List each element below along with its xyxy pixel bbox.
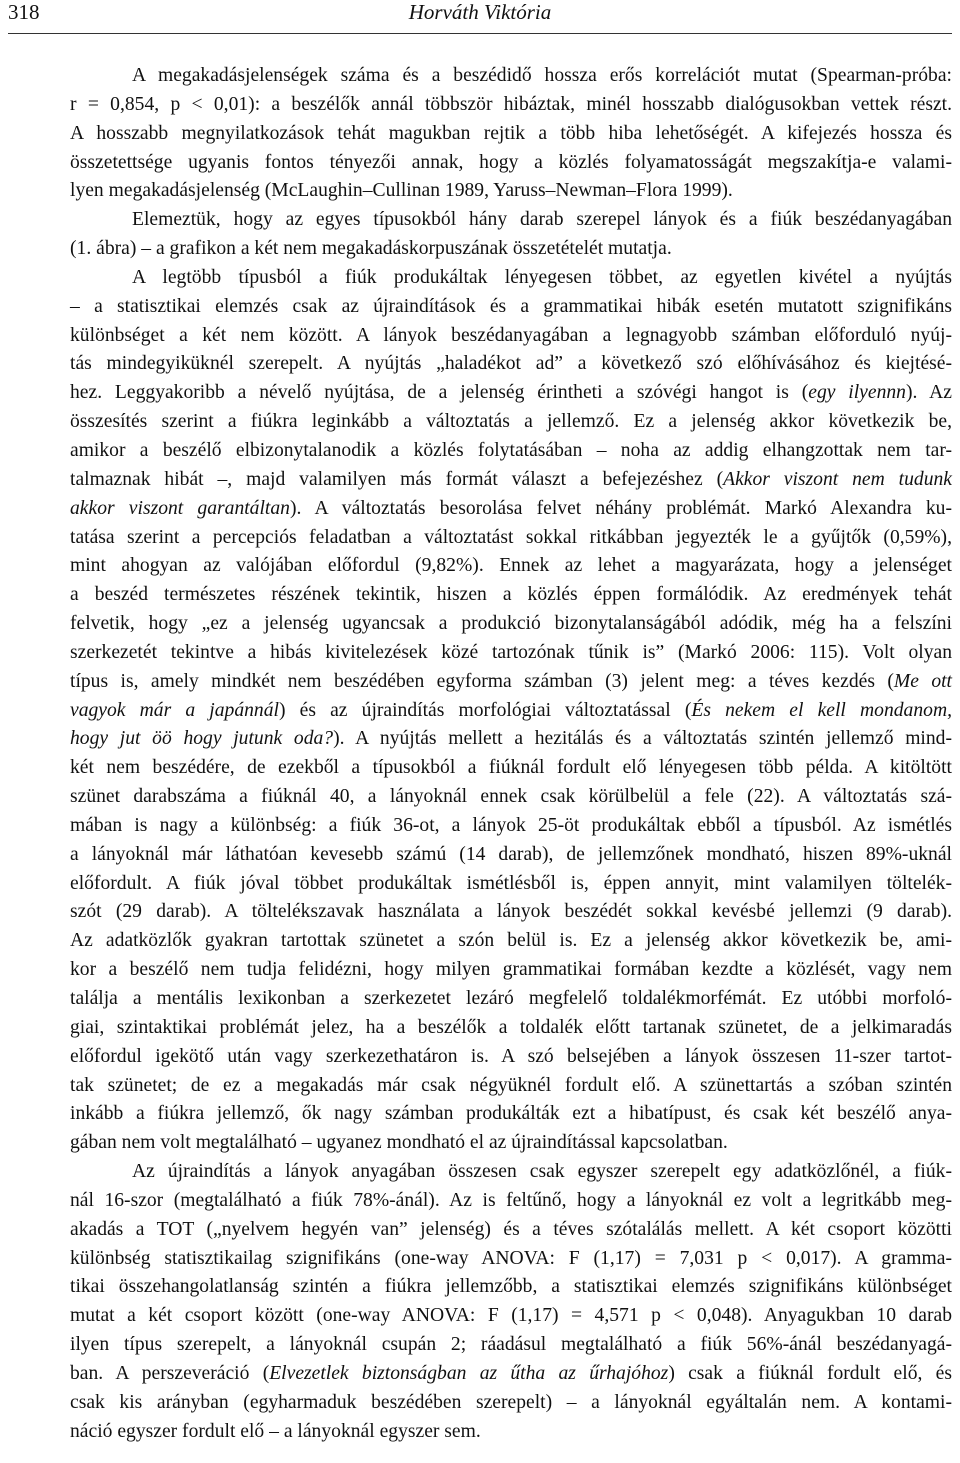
- text-line: szerkezetét tekintve a hibás kivitelezések közé tartozónak tűnik is” (Markó 2006: 115). Volt olyan: [70, 641, 952, 663]
- text-line: inkább a fiúkra jellemző, ők nagy számban produkálták ezt a hibatípust, és csak két beszélő anya-: [70, 1103, 952, 1125]
- text-line: Elemeztük, hogy az egyes típusokból hány darab szerepel lányok és a fiúk beszédanyagában: [132, 209, 952, 231]
- text-line: A megakadásjelenségek száma és a beszédidő hossza erős korrelációt mutat (Spearman-próba:: [132, 65, 952, 86]
- text-line: mint ahogyan az valójában előfordul (9,82%). Ennek az lehet a magyarázata, hogy a jelenséget: [70, 555, 952, 577]
- text-line: tak szünetet; de ez a megakadás már csak négyüknél fordult elő. A szünettartás a szóban szintén: [70, 1074, 952, 1096]
- text-line: hogy jut öö hogy jutunk oda?). A nyújtás mellett a hezitálás és a változtatás szintén jellemző mind-: [70, 728, 952, 750]
- page-header: [8, 0, 952, 30]
- text-line: vagyok már a japánnál) és az újraindítás morfológiai változtatással (És nekem el kell mondanom,: [70, 699, 952, 721]
- text-line: a lányoknál már láthatóan kevesebb számú (14 darab), de jellemzőnek mondható, hiszen 89%-uknál: [70, 843, 952, 865]
- text-line: a beszéd természetes részének tekintik, hiszen a közlés éppen formálódik. Az eredmények tehát: [70, 584, 952, 606]
- paragraph-4: [8, 1158, 952, 1446]
- text-line: tikai összehangolatlanság szintén a fiúkra jellemzőbb, a statisztikai elemzés szignifikáns különbséget: [70, 1276, 952, 1298]
- text-line: ilyen típus szerepelt, a lányoknál csupán 2; ráadásul megtalálható a fiúk 56%-ánál beszédanyagá-: [70, 1334, 952, 1356]
- text-line: előfordult. A fiúk jóval többet produkáltak ismétlésből is, éppen annyit, mint valamilyen töltelék-: [70, 872, 952, 894]
- text-line: giai, szintaktikai problémát jelez, ha a beszélők a toldalék előtt tartanak szünetet, de a jelkimaradás: [70, 1016, 952, 1038]
- text-line: amikor a beszélő elbizonytalanodik a közlés folytatásában – noha az addig elhangzottak nem tar-: [70, 439, 952, 461]
- text-line: gában nem volt megtalálható – ugyanez mondható el az újraindítással kapcsolatban.: [70, 1132, 728, 1154]
- paragraph-1: [8, 62, 952, 206]
- text-line: tatása szerint a percepciós feladatban a változtatást sokkal ritkábban jegyezték le a gyűjtők (0,59%),: [70, 526, 952, 548]
- body-text: [8, 62, 952, 1447]
- text-line: ban. A perszeveráció (Elvezetlek biztonságban az űtha az űrhajóhoz) csak a fiúknál fordult elő, és: [70, 1362, 952, 1384]
- text-line: hez. Leggyakoribb a névelő nyújtása, de a jelenség érintheti a szóvégi hangot is (egy ilyennn). Az: [70, 382, 953, 404]
- text-line: – a statisztikai elemzés csak az újraindítások és a grammatikai hibák esetén mutatott szignifikáns: [70, 295, 952, 317]
- text-line: két nem beszédére, de ezekből a típusokból a fiúknál fordult elő lényegesen több példa. A kitöltött: [70, 757, 952, 779]
- paragraph-3: [8, 264, 952, 1158]
- text-line: szünet darabszáma a fiúknál 40, a lányoknál ennek csak körülbelül a fele (22). A változtatás szá-: [70, 786, 952, 808]
- text-line: akadás a TOT („nyelvem hegyén van” jelenség) és a téves szótalálás mellett. A két csoport közötti: [70, 1218, 952, 1240]
- text-line: A hosszabb megnyilatkozások tehát magukban rejtik a több hiba lehetőségét. A kifejezés hossza és: [70, 122, 952, 144]
- text-line: A legtöbb típusból a fiúk produkáltak lényegesen többet, az egyetlen kivétel a nyújtás: [132, 266, 952, 288]
- header-rule: [8, 33, 952, 34]
- text-line: előfordul igekötő után vagy szerkezethatáron is. A szó belsejében a lányok összesen 11-szer tartot-: [70, 1045, 952, 1067]
- text-line: különbség statisztikailag szignifikáns (one-way ANOVA: F (1,17) = 7,031 p < 0,017). A gramma-: [70, 1247, 952, 1269]
- text-line: náció egyszer fordult elő – a lányoknál egyszer sem.: [70, 1420, 481, 1442]
- text-line: csak kis arányban (egyharmaduk beszédében szerepelt) – a lányoknál egyáltalán nem. A kontami-: [70, 1391, 952, 1413]
- text-line: mutat a két csoport között (one-way ANOVA: F (1,17) = 4,571 p < 0,048). Anyagukban 10 darab: [70, 1305, 952, 1327]
- text-line: találja a mentális lexikonban a szerkezetet lezáró megfelelő toldalékmorfémát. Ez utóbbi morfoló-: [70, 988, 952, 1009]
- text-line: nál 16-szor (megtalálható a fiúk 78%-ánál). Az is feltűnő, hogy a lányoknál ez volt a legritkább meg-: [70, 1189, 952, 1211]
- text-line: Az újraindítás a lányok anyagában összesen csak egyszer szerepelt egy adatközlőnél, a fiúk-: [132, 1161, 952, 1183]
- text-line: különbséget a két nem között. A lányok beszédanyagában a legnagyobb számban előforduló nyúj-: [70, 324, 952, 346]
- text-line: lyen megakadásjelenség (McLaughin–Cullinan 1989, Yaruss–Newman–Flora 1999).: [70, 180, 733, 202]
- text-line: tás mindegyiküknél szerepelt. A nyújtás „haladékot ad” a következő szó előhívásához és kiejtésé-: [70, 353, 952, 375]
- text-line: (1. ábra) – a grafikon a két nem megakadáskorpuszának összetételét mutatja.: [70, 238, 672, 260]
- text-line: mában is nagy a különbség: a fiúk 36-ot, a lányok 25-öt produkáltak ebből a típusból. Az ismétlés: [70, 814, 952, 836]
- text-line: kor a beszélő nem tudja felidézni, hogy milyen grammatikai formában kezdte a közlését, vagy nem: [70, 959, 952, 981]
- text-line: r = 0,854, p < 0,01): a beszélők annál többször hibáztak, minél hosszabb dialógusokban vettek részt.: [70, 93, 952, 115]
- paragraph-2: [8, 206, 952, 264]
- text-line: Az adatközlők gyakran tartottak szünetet a szón belül is. Ez a jelenség akkor következik be, ami-: [70, 930, 952, 952]
- text-line: akkor viszont garantáltan). A változtatás besorolása felvet néhány problémát. Markó Alexandra ku-: [70, 497, 952, 519]
- text-line: talmaznak hibát –, majd valamilyen más formát választ a befejezéshez (Akkor viszont nem tudunk: [70, 468, 952, 490]
- text-line: összetettsége ugyanis fontos tényezői annak, hogy a közlés folyamatosságát megszakítja-e valami-: [70, 151, 952, 173]
- page-number: 318: [8, 0, 40, 24]
- text-line: szót (29 darab). A töltelékszavak használata a lányok beszédét sokkal kevésbé jellemzi (9 darab).: [70, 901, 952, 923]
- text-line: felvetik, hogy „ez a jelenség ugyancsak a produkció bizonytalanságából adódik, még ha a felszíni: [70, 613, 952, 635]
- text-line: összesítés szerint a fiúkra leginkább a változtatás a jellemző. Ez a jelenség akkor következik be,: [70, 411, 952, 433]
- running-title: Horváth Viktória: [408, 0, 552, 24]
- text-line: típus is, amely mindkét nem beszédében egyforma számban (3) jelent meg: a téves kezdés (Me ott: [70, 670, 953, 692]
